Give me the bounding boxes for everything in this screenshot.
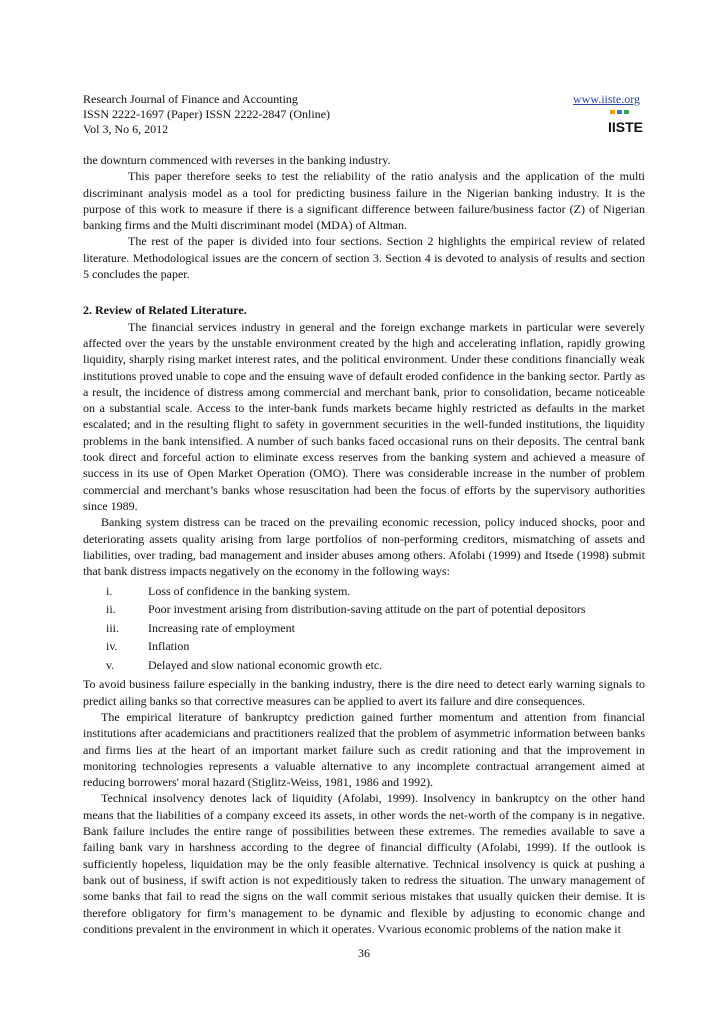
page-number: 36 — [358, 946, 370, 960]
list-item: ii. Poor investment arising from distribution-saving attitude on the part of potential depositors — [106, 602, 586, 617]
logo-block-orange — [610, 110, 615, 114]
list-item: iv. Inflation — [106, 639, 190, 654]
volume-line: Vol 3, No 6, 2012 — [83, 122, 169, 136]
paragraph-financial-services: The financial services industry in general and the foreign exchange markets in particular were severely affected over the years by the unstable environment created by the high and accelerating inflation, rapidly growing liquidity, sharply rising market interest rates, and the political environment. Under these conditions financially weak institutions proved unable to cope and the ensuing wave of default eroded confidence in the banking sector. Partly as a result, the incidence of distress among commercial and merchant bank, prior to consolidation, became noticeable on a substantial scale. Access to the inter-bank funds markets became highly restricted as defaults in the market escalated; and in the resulting flight to safety in government securities in the well-funded institutions, the liquidity problems in the bank intensified. A number of such banks faced occasional runs on their deposits. The central bank took direct and forceful action to eliminate excess reserves from the banking system and achieved a measure of success in its use of Open Market Operation (OMO). There was considerable increase in the number of problem commercial and merchant’s banks whose resuscitation had been the focus of efforts by the supervisory authorities since 1989. — [83, 319, 645, 513]
logo-block-blue — [617, 110, 622, 114]
paragraph-continuation: the downturn commenced with reverses in the banking industry. — [83, 153, 391, 167]
paragraph-distress: Banking system distress can be traced on the prevailing economic recession, policy induced shocks, poor and deteriorating assets quality arising from large portfolios of non-performing creditors, mismatching of assets and liabilities, over trading, bad management and insider abuses among others. Afolabi (1999) and Itsede (1998) submit that bank distress impacts negatively on the economy in the following ways: — [83, 515, 645, 579]
impact-list — [83, 581, 645, 674]
page-header — [83, 92, 643, 137]
paragraph-empirical-literature: The empirical literature of bankruptcy prediction gained further momentum and attention from financial institutions after academicians and practitioners realized that the problem of asymmetric information between banks and firms lies at the heart of an important market failure such as credit rationing and that the improvement in monitoring technologies represents a valuable alternative to any incomplete contractual arrangement aimed at reducing borrowers' moral hazard (Stiglitz-Weiss, 1981, 1986 and 1992). — [83, 709, 645, 790]
logo-block-green — [624, 110, 629, 114]
paragraph-technical-insolvency: Technical insolvency denotes lack of liquidity (Afolabi, 1999). Insolvency in bankruptcy on the other hand means that the liabilities of a company exceed its assets, in other words the net-worth of the company is in negative. Bank failure includes the entire range of possibilities between these extremes. The remedies available to save a failing bank vary in harshness according to the degree of financial difficulty (Afolabi, 1999). If the outlook is sufficiently hopeless, liquidation may be the only feasible alternative. Technical insolvency is quick at pushing a bank out of business, if swift action is not expeditiously taken to redress the situation. The unwary management of some banks that fail to read the signs on the wall commit serious mistakes that usually quicken their demise. It is therefore obligatory for firm’s management to be dynamic and flexible by adjusting to economic change and conditions prevalent in the environment in which it operates. Vvarious economic problems of the nation make it — [83, 791, 645, 936]
list-item: v. Delayed and slow national economic growth etc. — [106, 657, 383, 672]
journal-url-link[interactable]: www.iiste.org — [573, 92, 640, 106]
issn-line: ISSN 2222-1697 (Paper) ISSN 2222-2847 (Online) — [83, 107, 330, 121]
paragraph-structure: The rest of the paper is divided into four sections. Section 2 highlights the empirical review of related literature. Methodological issues are the concern of section 3. Section 4 is devoted to analysis of results and section 5 concludes the paper. — [83, 234, 645, 282]
paragraph-early-warning: To avoid business failure especially in the banking industry, there is the dire need to detect early warning signals to predict ailing banks so that corrective measures can be applied to avert its failure and dire consequences. — [83, 677, 645, 708]
logo-text: IISTE — [608, 119, 643, 135]
section-heading: 2. Review of Related Literature. — [83, 303, 247, 318]
paragraph-purpose: This paper therefore seeks to test the reliability of the ratio analysis and the application of the multi discriminant analysis model as a tool for predicting business failure in the Nigerian banking industry. It is the purpose of this work to measure if there is a significant difference between failure/business factor (Z) of Nigerian banking firms and the Multi discriminant model (MDA) of Altman. — [83, 169, 645, 233]
list-item: i. Loss of confidence in the banking system. — [106, 583, 351, 598]
journal-title: Research Journal of Finance and Accounting — [83, 92, 298, 106]
iiste-logo — [607, 109, 643, 137]
list-item: iii. Increasing rate of employment — [106, 620, 295, 635]
article-body — [83, 152, 645, 937]
